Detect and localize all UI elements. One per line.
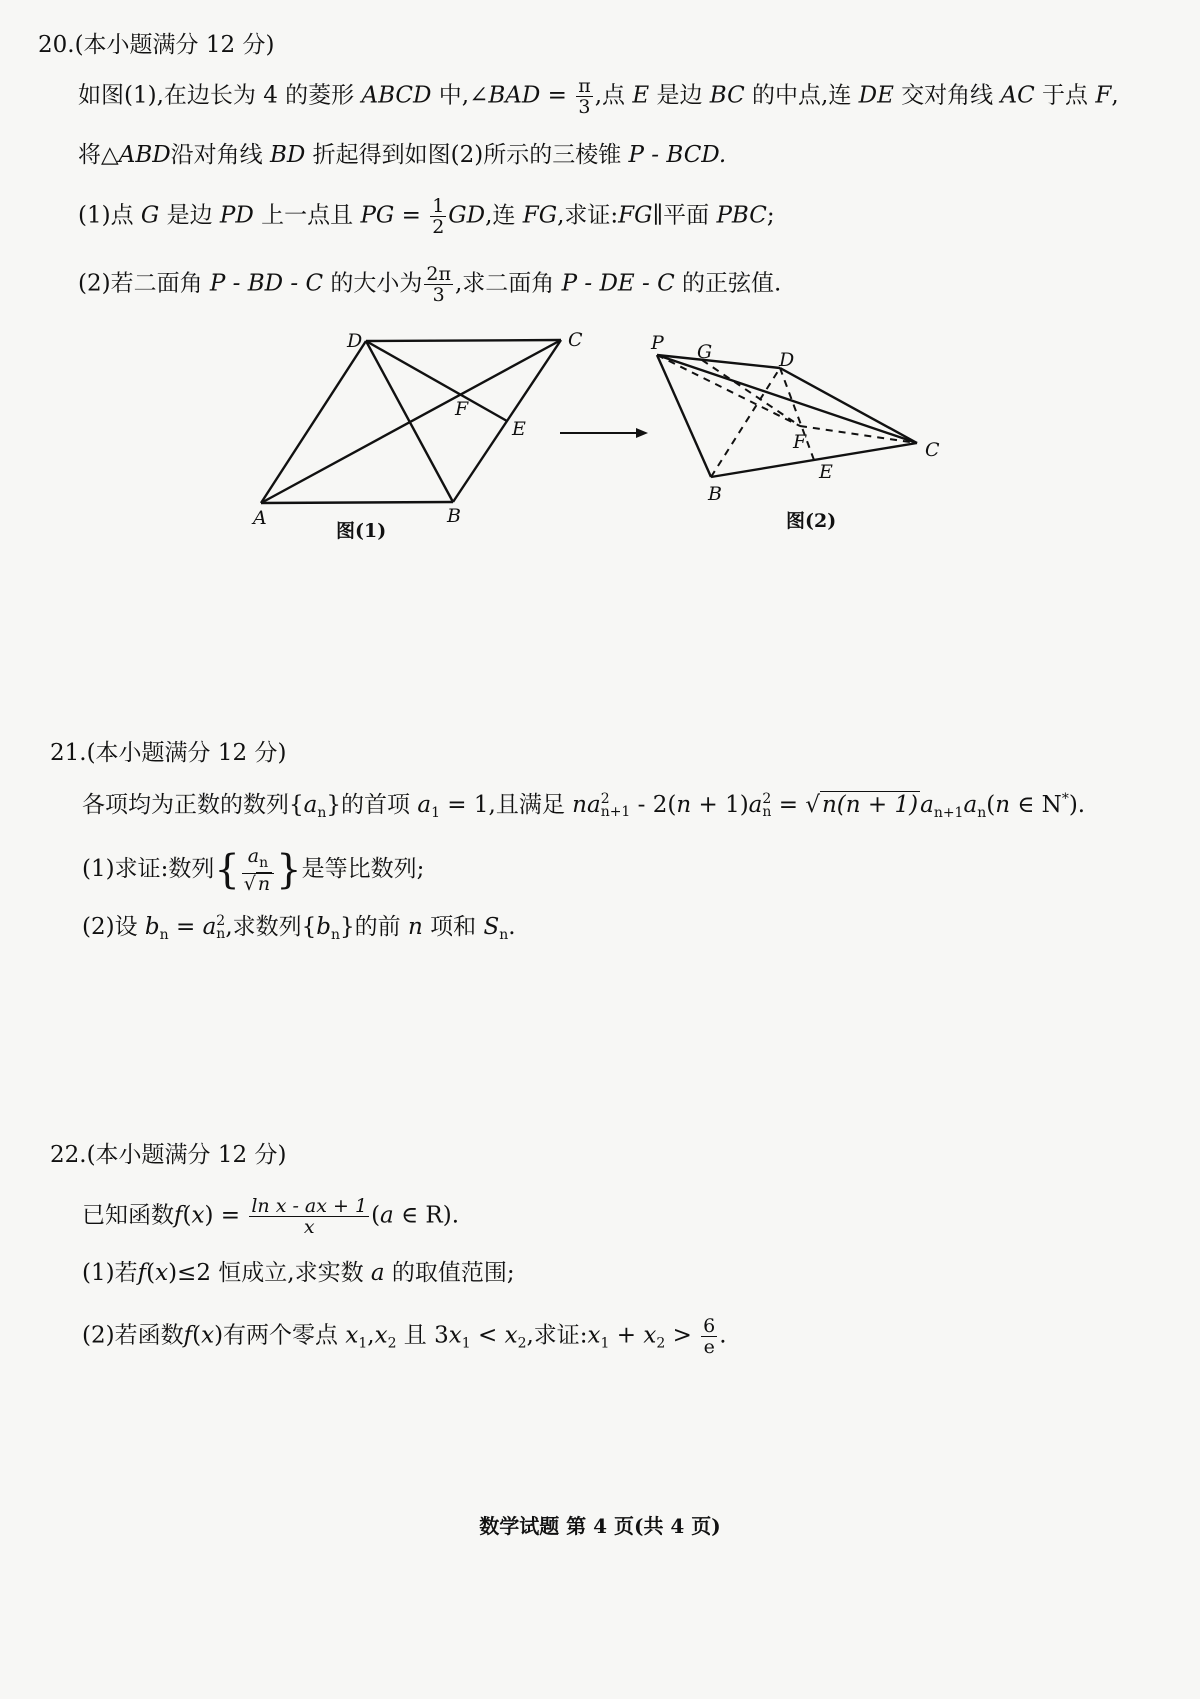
fraction-one-half: $\frac{1}{2}$ (432, 195, 445, 238)
edge-PB (657, 355, 711, 477)
q21-part1: (1)求证:数列{ $\frac{a_n}{√ n}$ }是等比数列; (82, 845, 425, 895)
fraction-function-definition: $\frac{\text{ln x - ax + 1}}{x}$ (251, 1195, 368, 1238)
fraction-6-over-e: $\frac{6}{e}$ (703, 1315, 716, 1358)
figure-1-caption: 图(1) (336, 520, 387, 542)
q21-stem: 各项均为正数的数列$\{a_n\}$的首项 $a_1 = 1$,且满足 na 2 n+1 - 2(n + 1)a 2 n = $√n(n + 1)a_{n+1}a_n(n$ ∈ N*). (82, 791, 1086, 821)
q20-part2: (2)若二面角 P - BD - C 的大小为 $\frac{2\pi}{3}$ ,求二面角 P - DE - C 的正弦值. (78, 263, 782, 306)
q22-header (50, 1140, 286, 1170)
q21-part2: (2)设 $b_n = a$ 2 n ,求数列$\{b_n\}$的前 n 项和 $S_n$. (82, 913, 516, 943)
q21-score: (本小题满分 12 分) (86, 740, 287, 766)
fraction-an-over-sqrt-n: $\frac{a_n}{√ n}$ (242, 846, 274, 894)
edge-DC (366, 340, 561, 341)
label-C: C (568, 329, 583, 351)
figure-2-caption: 图(2) (786, 510, 837, 532)
label-G: G (697, 341, 713, 363)
label-C: C (925, 439, 940, 461)
edge-AB (261, 502, 453, 503)
fraction-pi-over-3: $\frac{\pi}{3}$ (578, 75, 591, 118)
label-E: E (819, 461, 833, 483)
edge-DA (261, 341, 366, 503)
q22-part1: (1)若f(x)≤2 恒成立,求实数 a 的取值范围; (82, 1260, 515, 1286)
label-F: F (455, 398, 469, 420)
label-E: E (512, 418, 526, 440)
q20-stem-line2: 将△ABD沿对角线 BD 折起得到如图(2)所示的三棱锥 P - BCD. (78, 142, 727, 168)
q20-part1: (1)点 G 是边 PD 上一点且 PG = $\frac{1}{2}$ GD,连 FG,求证:FG∥平面 PBC; (78, 195, 775, 238)
label-D: D (779, 349, 795, 371)
q22-part2: (2)若函数f(x)有两个零点 $x_1,x_2$ 且 $3x_1 < x_2$,求证$:x_1 + x_2$ > $\frac{6}{e}$ . (82, 1315, 727, 1358)
q21-number: 21. (50, 740, 87, 766)
label-A: A (253, 507, 267, 529)
fraction-2pi-over-3: $\frac{2\pi}{3}$ (426, 263, 451, 306)
figure-1-labels (251, 329, 583, 529)
q20-number: 20. (38, 32, 75, 58)
q20-stem-line1: 如图(1),在边长为 4 的菱形 ABCD 中,∠BAD = $\frac{\pi}{3}$ ,点 E 是边 BC 的中点,连 DE 交对角线 AC 于点 F, (78, 75, 1119, 118)
q21-header (50, 738, 286, 768)
label-B: B (708, 483, 722, 505)
edge-BC (711, 443, 917, 477)
transform-arrow (560, 428, 648, 438)
q22-score: (本小题满分 12 分) (86, 1142, 287, 1168)
q22-number: 22. (50, 1142, 87, 1168)
label-P: P (651, 332, 664, 354)
label-D: D (347, 330, 363, 352)
figure-2-pyramid (657, 355, 917, 477)
page-footer: 数学试题 第 4 页(共 4 页) (479, 1514, 721, 1538)
label-B: B (447, 505, 461, 527)
label-F: F (793, 431, 807, 453)
q22-stem: 已知函数f(x) = $\frac{\text{ln x - ax + 1}}{x}$ (a ∈ R). (82, 1195, 460, 1238)
q20-score: (本小题满分 12 分) (74, 32, 275, 58)
